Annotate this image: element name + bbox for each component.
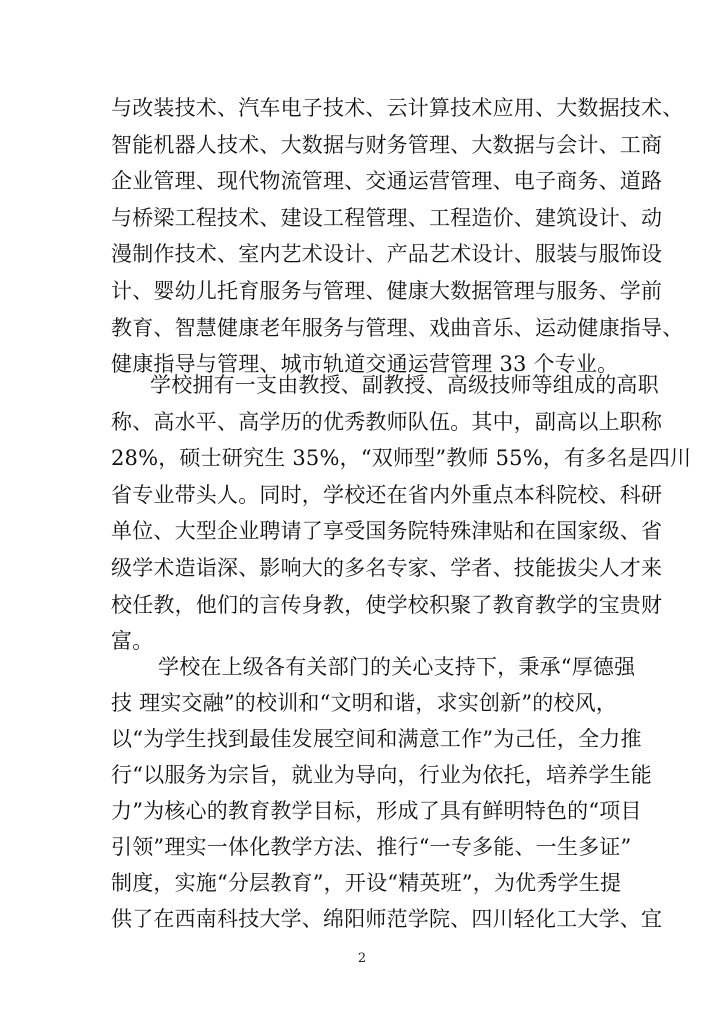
paragraph-2-line-1: 学校拥有一支由教授、副教授、高级技师等组成的高职 — [150, 373, 659, 397]
paragraph-1-line-7: 教育、智慧健康老年服务与管理、戏曲音乐、运动健康指导、 — [111, 316, 684, 340]
paragraph-1-line-1: 与改装技术、汽车电子技术、云计算技术应用、大数据技术、 — [111, 96, 684, 120]
paragraph-1-line-8: 健康指导与管理、城市轨道交通运营管理 33 个专业。 — [111, 352, 619, 376]
paragraph-3-line-2: 技 理实交融”的校训和“文明和谐，求实创新”的校风， — [111, 691, 618, 715]
paragraph-3-line-6: 引领”理实一体化教学方法、推行“一专多能、一生多证” — [111, 835, 632, 859]
paragraph-1-line-6: 计、婴幼儿托育服务与管理、健康大数据管理与服务、学前 — [111, 279, 663, 303]
paragraph-1-line-5: 漫制作技术、室内艺术设计、产品艺术设计、服装与服饰设 — [111, 242, 663, 266]
paragraph-2-line-8: 富。 — [111, 629, 154, 653]
paragraph-2-line-7: 校任教，他们的言传身教，使学校积聚了教育教学的宝贵财 — [111, 593, 663, 617]
paragraph-2-line-4: 省专业带头人。同时，学校还在省内外重点本科院校、科研 — [111, 483, 663, 507]
paragraph-3-line-4: 行“以服务为宗旨，就业为导向，行业为依托，培养学生能 — [111, 763, 652, 787]
paragraph-1-line-4: 与桥梁工程技术、建设工程管理、工程造价、建筑设计、动 — [111, 206, 663, 230]
paragraph-1-line-3: 企业管理、现代物流管理、交通运营管理、电子商务、道路 — [111, 169, 663, 193]
paragraph-3-line-1: 学校在上级各有关部门的关心支持下，秉承“厚德强 — [158, 655, 636, 679]
paragraph-2-line-5: 单位、大型企业聘请了享受国务院特殊津贴和在国家级、省 — [111, 519, 663, 543]
paragraph-3-line-5: 力”为核心的教育教学目标，形成了具有鲜明特色的“项目 — [111, 799, 642, 823]
paragraph-2-line-2: 称、高水平、高学历的优秀教师队伍。其中，副高以上职称 — [111, 410, 663, 434]
paragraph-3-line-8: 供了在西南科技大学、绵阳师范学院、四川轻化工大学、宜 — [111, 907, 663, 931]
page-number: 2 — [357, 951, 367, 966]
paragraph-2-line-6: 级学术造诣深、影响大的多名专家、学者、技能拔尖人才来 — [111, 556, 663, 580]
paragraph-1-line-2: 智能机器人技术、大数据与财务管理、大数据与会计、工商 — [111, 133, 663, 157]
paragraph-3-line-3: 以“为学生找到最佳发展空间和满意工作”为己任，全力推 — [111, 727, 642, 751]
paragraph-3-line-7: 制度，实施“分层教育”，开设“精英班”，为优秀学生提 — [111, 871, 622, 895]
paragraph-2-line-3: 28%，硕士研究生 35%，“双师型”教师 55%，有多名是四川 — [111, 446, 692, 470]
